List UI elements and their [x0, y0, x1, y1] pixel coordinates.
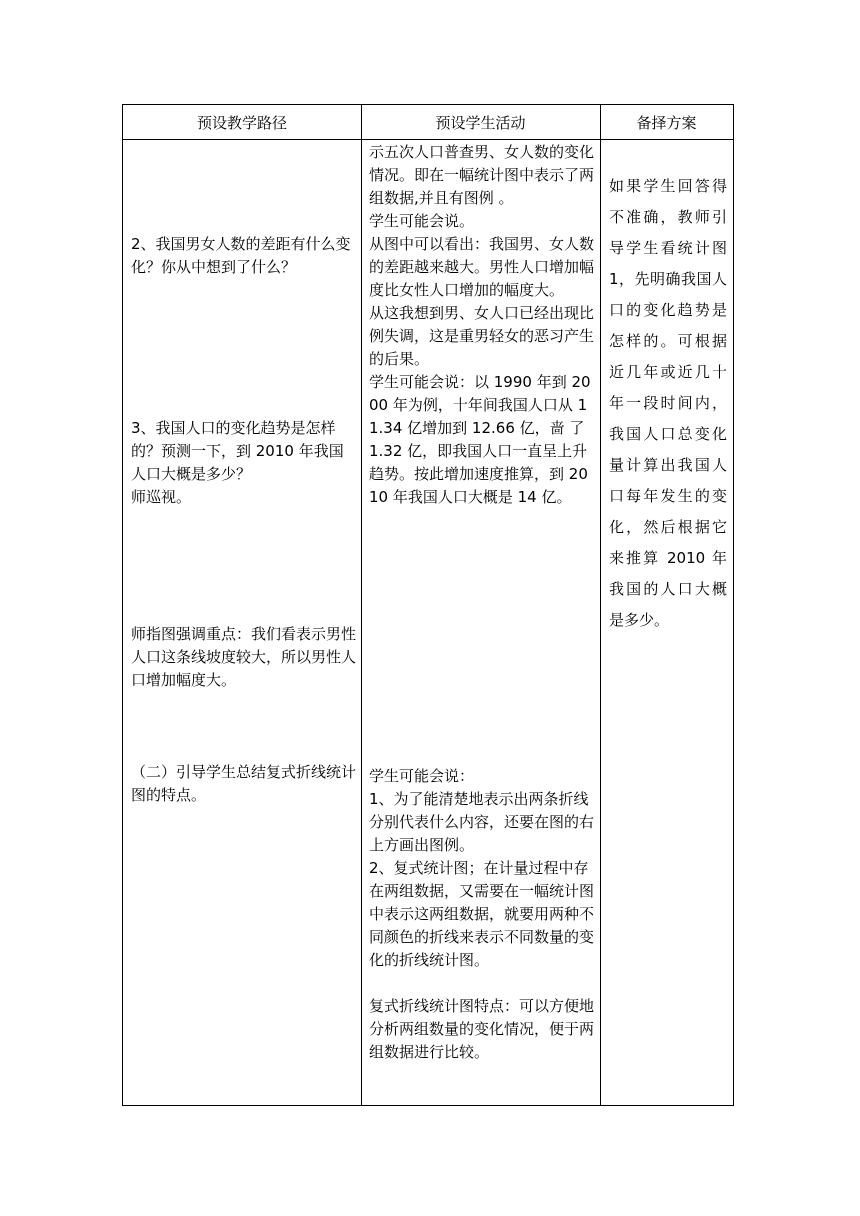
header-student-activity: 预设学生活动 [435, 113, 526, 132]
teaching-step-2: 2、我国男女人数的差距有什么变化？你从中想到了什么？ [131, 235, 351, 276]
header-teaching-path: 预设教学路径 [196, 113, 287, 132]
column-divider-2 [600, 105, 601, 1105]
column-divider-1 [361, 105, 362, 1105]
student-activity-1: 示五次人口普查男、女人数的变化情况。即在一幅统计图中表示了两组数据,并且有图例 。 学生可能会说。 从图中可以看出：我国男、女人数的差距越来越大。男性人口增加幅度比女性人口增加的幅度大。 从这我想到男、女人口已经出现比例失调，这是重男轻女的恶习产生的后果。 学生可能会说：以 1990 年到 2000 年为例，十年间我国人口从 11.34 亿增加到 12.66 亿，啬 了 1.32 亿，即我国人口一直呈上升趋势。按此增加速度推算，到 2010 年我国人口大概是 14 亿。 [369, 143, 595, 506]
lesson-plan-table [122, 104, 734, 1106]
header-divider [123, 139, 733, 140]
teacher-emphasis: 师指图强调重点：我们看表示男性人口这条线坡度较大，所以男性人口增加幅度大。 [131, 625, 357, 689]
teaching-step-summary: （二）引导学生总结复式折线统计图的特点。 [131, 763, 357, 804]
student-activity-2: 学生可能会说： 1、为了能清楚地表示出两条折线分别代表什么内容，还要在图的右上方画出图例。 2、复式统计图；在计量过程中存在两组数据，又需要在一幅统计图中表示这两组数据，就要用两种不同颜色的折线来表示不同数量的变化的折线统计图。 复式折线统计图特点：可以方便地分析两组数量的变化情况，便于两组数据进行比较。 [369, 767, 595, 1061]
alternative-plan-text: 如果学生回答得不准确，教师引导学生看统计图 1，先明确我国人口的变化趋势是怎样的。可根据近几年或近几十年一段时间内，我国人口总变化量计算出我国人口每年发生的变化，然后根据它来推算 2010 年我国的人口大概是多少。 [609, 177, 732, 629]
header-alternative-plan: 备择方案 [636, 113, 697, 132]
teaching-step-3: 3、我国人口的变化趋势是怎样的？预测一下，到 2010 年我国人口大概是多少？ 师巡视。 [131, 419, 344, 506]
